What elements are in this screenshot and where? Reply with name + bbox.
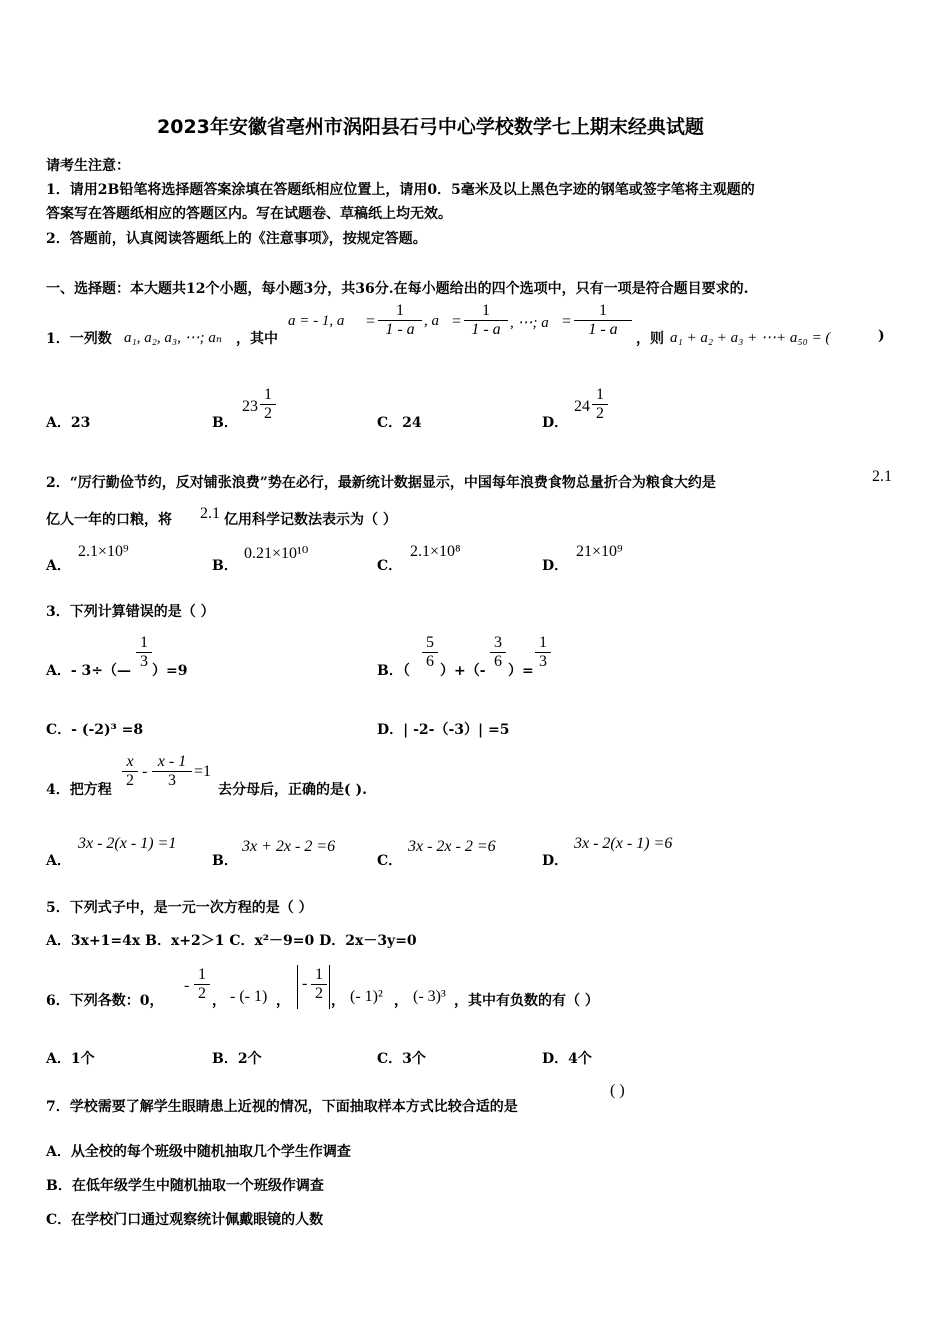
q1-a3: , a: [424, 313, 439, 329]
q2-option-c: C．: [377, 558, 403, 574]
q1-frac-an: [574, 302, 632, 339]
q6-stem-b: ，其中有负数的有（ ）: [454, 993, 599, 1009]
q2-option-b: B．: [212, 558, 238, 574]
q6-item-3-sign: -: [302, 975, 308, 992]
q6-frac-1: [194, 966, 210, 1003]
q3-a-den: 3: [140, 653, 148, 670]
q4-eq-1: =1: [194, 763, 212, 780]
q3-b-den-3: 3: [539, 653, 547, 670]
q1-option-d-num: 1: [592, 386, 608, 405]
q3-b-num-3: 1: [535, 634, 551, 653]
q1-sequence: a₁, a₂, a₃, ⋯; aₙ: [124, 330, 222, 346]
q1-frac-a3-den: 1 - a: [471, 321, 501, 338]
q1-option-d: D．: [542, 415, 569, 431]
q3-option-a-a: A．- 3÷（—: [46, 663, 132, 679]
q3-option-b-c: ）=: [508, 663, 534, 679]
q1-stem-a: 1．一列数: [46, 331, 112, 347]
q1-frac-a2-num: 1: [378, 302, 422, 321]
notice-line-1: 1．请用2B铅笔将选择题答案涂填在答题纸相应位置上，请用0．5毫米及以上黑色字迹的钢笔或签字笔将主观题的: [46, 182, 755, 198]
q4-frac-2-num: x - 1: [152, 753, 192, 772]
q1-sep: , ⋯; a: [510, 315, 549, 331]
q7-option-b: B．在低年级学生中随机抽取一个班级作调查: [46, 1178, 324, 1194]
q3-option-b-frac-1: [422, 634, 438, 671]
q1-close: ): [878, 328, 885, 344]
q4-option-c: C．: [377, 853, 403, 869]
q4-frac-1-den: 2: [126, 772, 134, 789]
notice-line-3: 2．答题前，认真阅读答题纸上的《注意事项》，按规定答题。: [46, 231, 427, 247]
q3-b-num-2: 3: [490, 634, 506, 653]
q1-option-d-den: 2: [596, 405, 604, 422]
q6-frac-2-den: 2: [315, 985, 323, 1002]
notice-line-2: 答案写在答题纸相应的答题区内。写在试题卷、草稿纸上均无效。: [46, 206, 452, 222]
q2-option-d-value: 21×10⁹: [576, 543, 623, 560]
q5-options: A．3x+1=4x B．x+2＞1 C．x²－9=0 D．2x－3y=0: [46, 933, 417, 949]
q2-stem-a: 2．“厉行勤俭节约，反对铺张浪费”势在必行，最新统计数据显示，中国每年浪费食物总量折合为粮食大约是: [46, 475, 716, 491]
q1-stem-c: ，则: [636, 331, 664, 347]
q2-value-2: 2.1: [200, 505, 220, 522]
q6-item-2: - (- 1): [230, 988, 268, 1005]
q1-option-b: B．: [212, 415, 238, 431]
q6-option-d: D．4个: [542, 1051, 592, 1067]
q3-option-a-frac: [136, 634, 152, 671]
q1-frac-a2-den: 1 - a: [385, 321, 415, 338]
q4-option-d: D．: [542, 853, 569, 869]
q6-frac-1-num: 1: [194, 966, 210, 985]
q1-def-a1: a = - 1, a: [288, 313, 345, 329]
q3-option-c: C．- (-2)³ =8: [46, 722, 144, 738]
q1-frac-an-den: 1 - a: [588, 321, 618, 338]
q1-eq-2: =: [452, 313, 462, 330]
q1-stem-b: ，其中: [236, 331, 278, 347]
q2-option-d: D．: [542, 558, 569, 574]
q4-option-d-value: 3x - 2(x - 1) =6: [574, 835, 673, 852]
q4-minus: -: [142, 763, 148, 780]
q6-frac-1-den: 2: [198, 985, 206, 1002]
q6-abs-bar-left: [297, 965, 298, 1009]
q1-option-b-den: 2: [264, 405, 272, 422]
q6-stem-a: 6．下列各数：0，: [46, 993, 164, 1009]
q1-frac-a3: [464, 302, 508, 339]
q3-a-num: 1: [136, 634, 152, 653]
q7-option-a: A．从全校的每个班级中随机抽取几个学生作调查: [46, 1144, 351, 1160]
q5-stem: 5．下列式子中，是一元一次方程的是（ ）: [46, 900, 313, 916]
q7-stem: 7．学校需要了解学生眼睛患上近视的情况，下面抽取样本方式比较合适的是: [46, 1099, 518, 1115]
q7-option-c: C．在学校门口通过观察统计佩戴眼镜的人数: [46, 1212, 324, 1228]
q1-option-b-frac: [260, 386, 276, 423]
q1-eq-3: =: [562, 313, 572, 330]
q3-option-b-a: B．（: [377, 663, 410, 679]
q3-option-b-b: ）+（-: [440, 663, 486, 679]
q6-option-b: B．2个: [212, 1051, 262, 1067]
q2-option-b-value: 0.21×10¹⁰: [244, 545, 309, 562]
q6-item-5: (- 3)³: [413, 988, 446, 1005]
q2-value-1: 2.1: [872, 468, 892, 485]
q4-frac-2: [152, 753, 192, 790]
q1-option-d-whole: 24: [574, 398, 590, 415]
q3-option-a-b: ）=9: [152, 663, 188, 679]
q2-option-a: A．: [46, 558, 71, 574]
q6-comma-2: ，: [276, 993, 290, 1009]
q3-b-den-1: 6: [426, 653, 434, 670]
q6-abs-bar-right: [329, 965, 330, 1009]
q4-stem-b: 去分母后，正确的是( ).: [218, 782, 367, 798]
q6-item-4: (- 1)²: [350, 988, 383, 1005]
q6-frac-2: [311, 966, 327, 1003]
q2-stem-c: 亿用科学记数法表示为（ ）: [224, 512, 397, 528]
q1-frac-a3-num: 1: [464, 302, 508, 321]
q4-frac-1-num: x: [122, 753, 138, 772]
q6-comma-1: ，: [212, 993, 226, 1009]
q4-option-a-value: 3x - 2(x - 1) =1: [78, 835, 177, 852]
q6-option-a: A．1个: [46, 1051, 95, 1067]
notice-heading: 请考生注意：: [46, 158, 130, 174]
q6-comma-3: ，: [331, 993, 345, 1009]
q4-option-b-value: 3x + 2x - 2 =6: [242, 838, 336, 855]
q1-option-a: A．23: [46, 415, 91, 431]
q2-stem-b: 亿人一年的口粮，将: [46, 512, 172, 528]
q1-eq: =: [366, 313, 376, 330]
q3-option-b-frac-2: [490, 634, 506, 671]
q4-frac-2-den: 3: [168, 772, 176, 789]
q6-comma-4: ，: [394, 993, 408, 1009]
q1-frac-an-num: 1: [574, 302, 632, 321]
q3-stem: 3．下列计算错误的是（ ）: [46, 604, 215, 620]
q6-neg-sign: -: [184, 977, 190, 994]
q3-option-b-frac-3: [535, 634, 551, 671]
section-heading: 一、选择题：本大题共12个小题，每小题3分，共36分.在每小题给出的四个选项中，只有一项是符合题目要求的.: [46, 281, 749, 297]
q3-option-d: D．| -2-（-3）| =5: [377, 722, 510, 738]
q7-paren: ( ): [610, 1082, 625, 1099]
q4-stem-a: 4．把方程: [46, 782, 112, 798]
q6-frac-2-num: 1: [311, 966, 327, 985]
q4-option-b: B．: [212, 853, 238, 869]
q1-option-d-frac: [592, 386, 608, 423]
q1-option-c: C．24: [377, 415, 422, 431]
q3-b-num-1: 5: [422, 634, 438, 653]
q1-sum: a₁ + a₂ + a₃ + ⋯+ a₅₀ = (: [670, 330, 831, 346]
q3-b-den-2: 6: [494, 653, 502, 670]
q4-frac-1: [122, 753, 138, 790]
q1-option-b-whole: 23: [242, 398, 258, 415]
q2-option-c-value: 2.1×10⁸: [410, 543, 461, 560]
page-title: 2023年安徽省亳州市涡阳县石弓中心学校数学七上期末经典试题: [157, 116, 704, 138]
q4-option-c-value: 3x - 2x - 2 =6: [408, 838, 496, 855]
q6-option-c: C．3个: [377, 1051, 426, 1067]
q1-option-b-num: 1: [260, 386, 276, 405]
q4-option-a: A．: [46, 853, 71, 869]
q2-option-a-value: 2.1×10⁹: [78, 543, 129, 560]
q1-frac-a2: [378, 302, 422, 339]
